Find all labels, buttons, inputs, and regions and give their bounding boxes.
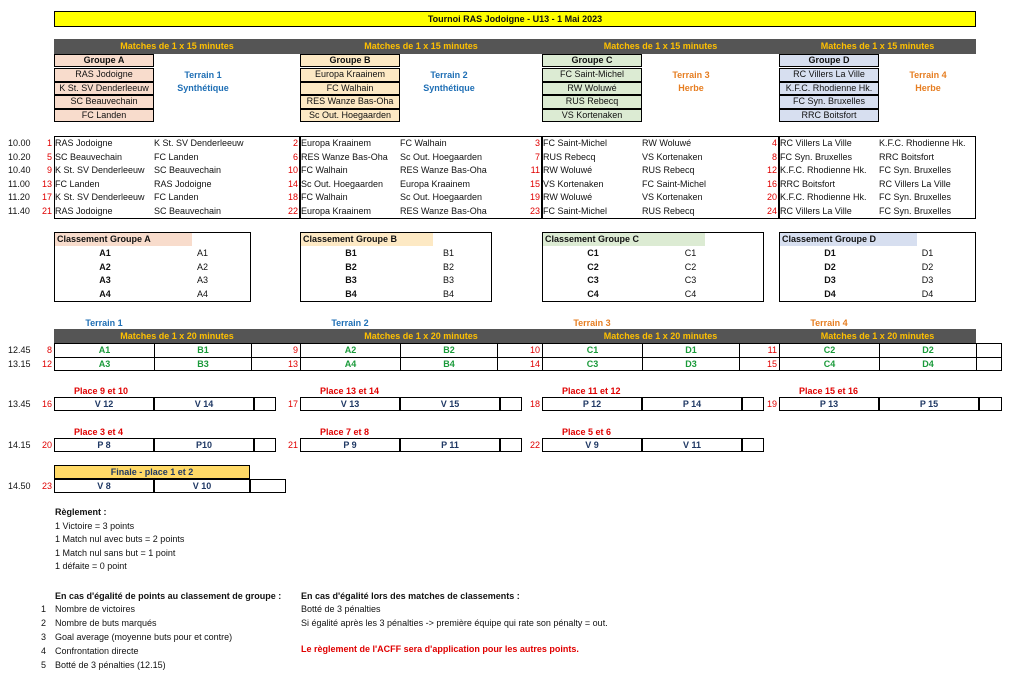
reglement-line: 1 Victoire = 3 points	[55, 520, 135, 531]
match-team-away: Sc Out. Hoegaarden	[400, 151, 483, 162]
phase2-match-number: 15	[766, 358, 777, 369]
match-team-away: VS Kortenaken	[642, 192, 703, 203]
match-team-home: RAS Jodoigne	[55, 205, 113, 216]
placement-score-cell	[742, 438, 764, 452]
egalite-groupe-num: 2	[41, 617, 47, 628]
phase2-terrain: Terrain 2	[331, 317, 369, 328]
phase2-team-home: C3	[542, 357, 642, 371]
terrain-surface: Herbe	[915, 82, 941, 93]
egalite-groupe-item: Goal average (moyenne buts pour et contre)	[55, 631, 233, 642]
match-team-home: FC Saint-Michel	[543, 138, 608, 149]
group-duration: Matches de 1 x 15 minutes	[603, 41, 718, 51]
egalite-groupe-num: 3	[41, 631, 47, 642]
match-number: 17	[41, 192, 52, 203]
group-team: FC Walhain	[300, 82, 400, 96]
classement-team: D4	[921, 288, 934, 299]
finale-team-away: V 10	[154, 479, 250, 493]
group-team: RW Woluwé	[542, 82, 642, 96]
match-team-home: FC Syn. Bruxelles	[780, 151, 853, 162]
egalite-groupe-item: Nombre de victoires	[55, 603, 136, 614]
match-number: 11	[530, 165, 540, 176]
finale-time: 14.50	[8, 480, 31, 491]
column-divider	[778, 136, 780, 219]
placement-score-cell	[979, 397, 1002, 411]
classement-team: A4	[196, 288, 208, 299]
classement-rank: A3	[99, 275, 111, 285]
match-time: 11.20	[8, 192, 30, 203]
phase2-team-away: D2	[879, 343, 977, 357]
placement-title: Place 5 et 6	[562, 426, 612, 437]
phase2-team-away: D3	[642, 357, 740, 371]
match-time: 11.40	[8, 205, 30, 216]
match-team-home: RC Villers La Ville	[780, 138, 852, 149]
match-number: 6	[292, 151, 298, 162]
phase2-team-away: D4	[879, 357, 977, 371]
match-team-away: Sc Out. Hoegaarden	[400, 192, 483, 203]
classement-rank: B4	[345, 288, 357, 299]
match-team-away: FC Landen	[154, 151, 199, 162]
match-team-home: RRC Boitsfort	[780, 178, 836, 189]
match-team-away: FC Landen	[154, 192, 199, 203]
finale-score-cell	[250, 479, 286, 493]
phase2-team-away: D1	[642, 343, 740, 357]
egalite-groupe-item: Confrontation directe	[55, 645, 139, 656]
match-team-away: RW Woluwé	[642, 138, 692, 149]
match-number: 19	[529, 192, 540, 203]
classement-team: B1	[442, 248, 454, 258]
column-divider	[541, 136, 543, 219]
placement-team-home: P 9	[300, 438, 400, 452]
placement-title: Place 15 et 16	[799, 385, 859, 396]
terrain-label: Terrain 1	[184, 69, 222, 80]
match-number: 21	[41, 205, 52, 216]
match-team-away: FC Syn. Bruxelles	[879, 205, 952, 216]
group-team: RES Wanze Bas-Oha	[300, 95, 400, 109]
placement-team-home: V 13	[300, 397, 400, 411]
page-title: Tournoi RAS Jodoigne - U13 - 1 Mai 2023	[54, 11, 976, 27]
phase2-match-number: 12	[41, 358, 52, 369]
match-team-home: K St. SV Denderleeuw	[55, 192, 145, 203]
match-number: 22	[287, 205, 298, 216]
placement-team-home: V 9	[542, 438, 642, 452]
group-duration: Matches de 1 x 15 minutes	[364, 41, 478, 51]
match-number: 8	[771, 151, 777, 162]
classement-team: B4	[442, 288, 454, 299]
group-team: RRC Boitsfort	[779, 109, 879, 123]
egalite-groupe-num: 4	[41, 645, 47, 656]
match-time: 11.00	[8, 178, 30, 189]
classement-title: Classement Groupe D	[780, 233, 917, 246]
placement-score-cell	[254, 438, 276, 452]
group-team: Sc Out. Hoegaarden	[300, 109, 400, 123]
classement-rank: B1	[345, 248, 357, 258]
placement-number: 17	[287, 398, 298, 409]
classement-team: A1	[196, 248, 208, 258]
classement-team: C2	[684, 261, 697, 272]
classement-team: D2	[921, 261, 934, 272]
placement-title: Place 3 et 4	[74, 426, 124, 437]
placement-team-away: V 11	[642, 438, 742, 452]
match-time: 10.20	[8, 151, 31, 162]
classement-title: Classement Groupe A	[55, 233, 192, 246]
classement-rank: B2	[345, 261, 357, 272]
phase2-duration: Matches de 1 x 20 minutes	[364, 330, 478, 341]
phase2-match-number: 10	[529, 344, 540, 355]
reglement-line: 1 Match nul sans but = 1 point	[55, 547, 176, 558]
classement-team: C3	[684, 275, 697, 285]
group-team: RAS Jodoigne	[54, 68, 154, 82]
classement-team: B2	[442, 261, 454, 272]
placement-title: Place 13 et 14	[320, 385, 380, 396]
group-name: Groupe B	[300, 54, 400, 67]
match-team-home: FC Walhain	[301, 192, 348, 203]
match-team-home: K St. SV Denderleeuw	[55, 165, 145, 176]
match-number: 18	[287, 192, 298, 203]
classement-team: A3	[196, 275, 208, 285]
match-number: 13	[41, 178, 52, 189]
phase2-team-away: B3	[154, 357, 252, 371]
match-team-away: RUS Rebecq	[642, 205, 695, 216]
match-team-away: SC Beauvechain	[154, 165, 222, 176]
match-number: 14	[287, 178, 298, 189]
match-team-home: RES Wanze Bas-Oha	[301, 151, 388, 162]
placement-team-home: P 13	[779, 397, 879, 411]
classement-team: B3	[442, 275, 454, 285]
group-team: FC Saint-Michel	[542, 68, 642, 82]
phase2-team-away: B2	[400, 343, 498, 357]
classement-rank: D4	[824, 288, 836, 299]
match-team-away: RAS Jodoigne	[154, 178, 212, 189]
match-number: 24	[766, 205, 777, 216]
match-number: 4	[771, 138, 777, 149]
match-team-home: RC Villers La Ville	[780, 205, 852, 216]
placement-time: 14.15	[8, 439, 31, 450]
match-team-away: RRC Boitsfort	[879, 151, 935, 162]
egalite-class-note: Le règlement de l'ACFF sera d'application pour les autres points.	[301, 643, 579, 654]
finale-number: 23	[41, 480, 52, 491]
phase2-match-number: 13	[287, 358, 298, 369]
phase2-duration: Matches de 1 x 20 minutes	[820, 330, 935, 341]
egalite-groupe-num: 5	[41, 659, 47, 670]
classement-rank: C2	[587, 261, 599, 272]
egalite-class-title: En cas d'égalité lors des matches de classements :	[301, 590, 520, 601]
egalite-groupe-title: En cas d'égalité de points au classement de groupe :	[55, 590, 282, 601]
classement-rank: C1	[587, 248, 599, 258]
match-number: 12	[766, 165, 777, 176]
placement-title: Place 7 et 8	[320, 426, 370, 437]
classement-rank: A1	[99, 248, 111, 258]
match-team-away: RES Wanze Bas-Oha	[400, 205, 487, 216]
group-team: FC Syn. Bruxelles	[779, 95, 879, 109]
match-team-away: VS Kortenaken	[642, 151, 703, 162]
match-time: 10.40	[8, 165, 31, 176]
egalite-groupe-num: 1	[41, 603, 47, 614]
match-team-home: RW Woluwé	[543, 165, 593, 176]
column-divider	[299, 136, 301, 219]
placement-team-home: P 12	[542, 397, 642, 411]
match-team-away: RUS Rebecq	[642, 165, 695, 176]
group-name: Groupe C	[542, 54, 642, 67]
match-team-home: FC Walhain	[301, 165, 348, 176]
placement-score-cell	[742, 397, 764, 411]
match-team-home: VS Kortenaken	[543, 178, 604, 189]
phase2-match-number: 11	[767, 344, 777, 355]
classement-rank: A2	[99, 261, 111, 272]
match-number: 2	[292, 138, 298, 149]
phase2-team-home: C4	[779, 357, 879, 371]
match-number: 20	[766, 192, 777, 203]
match-time: 10.00	[8, 138, 31, 149]
placement-time: 13.45	[8, 398, 31, 409]
match-number: 3	[534, 138, 540, 149]
terrain-surface: Herbe	[678, 82, 704, 93]
match-number: 15	[529, 178, 540, 189]
classement-rank: D3	[824, 275, 836, 285]
terrain-surface: Synthétique	[177, 82, 229, 93]
classement-team: C1	[684, 248, 697, 258]
phase2-terrain: Terrain 1	[85, 317, 123, 328]
group-team: FC Landen	[54, 109, 154, 123]
match-team-home: SC Beauvechain	[55, 151, 123, 162]
placement-number: 19	[766, 398, 777, 409]
egalite-class-line: Si égalité après les 3 pénalties -> première équipe qui rate son pénalty = out.	[301, 617, 608, 628]
match-team-home: Europa Kraainem	[301, 205, 372, 216]
group-duration: Matches de 1 x 15 minutes	[120, 41, 234, 51]
phase2-team-home: A3	[54, 357, 154, 371]
terrain-label: Terrain 2	[430, 69, 468, 80]
phase2-terrain: Terrain 4	[810, 317, 848, 328]
classement-title: Classement Groupe B	[301, 233, 433, 246]
phase2-team-home: A4	[300, 357, 400, 371]
classement-team: C4	[684, 288, 697, 299]
match-number: 1	[46, 138, 52, 149]
finale-title: Finale - place 1 et 2	[54, 465, 250, 479]
phase2-team-home: A1	[54, 343, 154, 357]
phase2-terrain: Terrain 3	[573, 317, 611, 328]
group-team: SC Beauvechain	[54, 95, 154, 109]
match-team-home: FC Landen	[55, 178, 100, 189]
classement-rank: D1	[824, 248, 836, 258]
classement-team: D1	[921, 248, 934, 258]
group-duration: Matches de 1 x 15 minutes	[820, 41, 935, 51]
placement-number: 21	[287, 439, 298, 450]
finale-team-home: V 8	[54, 479, 154, 493]
phase2-team-home: A2	[300, 343, 400, 357]
terrain-label: Terrain 4	[909, 69, 947, 80]
classement-title: Classement Groupe C	[543, 233, 705, 246]
terrain-surface: Synthétique	[423, 82, 475, 93]
placement-team-away: P10	[154, 438, 254, 452]
match-team-home: RAS Jodoigne	[55, 138, 113, 149]
group-name: Groupe A	[54, 54, 154, 67]
match-team-away: K.F.C. Rhodienne Hk.	[879, 138, 966, 149]
classement-rank: C4	[587, 288, 599, 299]
match-number: 16	[766, 178, 777, 189]
match-team-home: K.F.C. Rhodienne Hk.	[780, 192, 867, 203]
phase2-match-number: 8	[46, 344, 52, 355]
match-team-away: RES Wanze Bas-Oha	[400, 165, 487, 176]
match-team-away: FC Walhain	[400, 138, 447, 149]
group-team: RUS Rebecq	[542, 95, 642, 109]
match-team-home: Sc Out. Hoegaarden	[301, 178, 384, 189]
classement-team: D3	[921, 275, 934, 285]
placement-number: 22	[529, 439, 540, 450]
classement-rank: C3	[587, 275, 599, 285]
group-team: K St. SV Denderleeuw	[54, 82, 154, 96]
phase2-time: 12.45	[8, 344, 31, 355]
placement-team-away: V 14	[154, 397, 254, 411]
placement-number: 20	[41, 439, 52, 450]
egalite-class-line: Botté de 3 pénalties	[301, 603, 381, 614]
match-number: 7	[534, 151, 540, 162]
match-team-home: RW Woluwé	[543, 192, 593, 203]
match-team-away: FC Syn. Bruxelles	[879, 165, 952, 176]
match-team-home: RUS Rebecq	[543, 151, 596, 162]
group-name: Groupe D	[779, 54, 879, 67]
placement-team-away: P 11	[400, 438, 500, 452]
phase2-duration: Matches de 1 x 20 minutes	[603, 330, 718, 341]
placement-title: Place 11 et 12	[562, 385, 621, 396]
placement-number: 18	[529, 398, 540, 409]
match-number: 5	[46, 151, 52, 162]
egalite-groupe-item: Nombre de buts marqués	[55, 617, 157, 628]
phase2-team-home: C2	[779, 343, 879, 357]
reglement-title: Règlement :	[55, 506, 107, 517]
match-team-away: Europa Kraainem	[400, 178, 471, 189]
placement-score-cell	[500, 397, 522, 411]
egalite-groupe-item: Botté de 3 pénalties (12.15)	[55, 659, 166, 670]
match-team-away: FC Saint-Michel	[642, 178, 707, 189]
match-team-away: SC Beauvechain	[154, 205, 222, 216]
phase2-match-number: 9	[292, 344, 298, 355]
placement-team-away: P 14	[642, 397, 742, 411]
classement-rank: D2	[824, 261, 836, 272]
group-team: RC Villers La Ville	[779, 68, 879, 82]
placement-score-cell	[500, 438, 522, 452]
phase2-time: 13.15	[8, 358, 31, 369]
classement-rank: B3	[345, 275, 357, 285]
placement-team-away: P 15	[879, 397, 979, 411]
group-team: Europa Kraainem	[300, 68, 400, 82]
placement-team-away: V 15	[400, 397, 500, 411]
match-number: 10	[287, 165, 298, 176]
phase2-team-away: B1	[154, 343, 252, 357]
match-number: 23	[529, 205, 540, 216]
reglement-line: 1 Match nul avec buts = 2 points	[55, 534, 185, 544]
placement-team-home: V 12	[54, 397, 154, 411]
phase2-team-home: C1	[542, 343, 642, 357]
classement-rank: A4	[99, 288, 111, 299]
phase2-team-away: B4	[400, 357, 498, 371]
group-team: VS Kortenaken	[542, 109, 642, 123]
match-team-home: K.F.C. Rhodienne Hk.	[780, 165, 867, 176]
match-team-home: FC Saint-Michel	[543, 205, 608, 216]
placement-number: 16	[41, 398, 52, 409]
reglement-line: 1 défaite = 0 point	[55, 561, 127, 571]
placement-title: Place 9 et 10	[74, 385, 129, 396]
match-team-away: RC Villers La Ville	[879, 178, 951, 189]
match-team-home: Europa Kraainem	[301, 138, 372, 149]
terrain-label: Terrain 3	[672, 69, 710, 80]
row-divider	[54, 357, 1002, 358]
placement-team-home: P 8	[54, 438, 154, 452]
match-team-away: FC Syn. Bruxelles	[879, 192, 952, 203]
match-number: 9	[46, 165, 52, 176]
classement-team: A2	[196, 261, 208, 272]
phase2-duration: Matches de 1 x 20 minutes	[120, 330, 234, 341]
phase2-match-number: 14	[529, 358, 540, 369]
match-team-away: K St. SV Denderleeuw	[154, 138, 244, 149]
placement-score-cell	[254, 397, 276, 411]
group-team: K.F.C. Rhodienne Hk.	[779, 82, 879, 96]
